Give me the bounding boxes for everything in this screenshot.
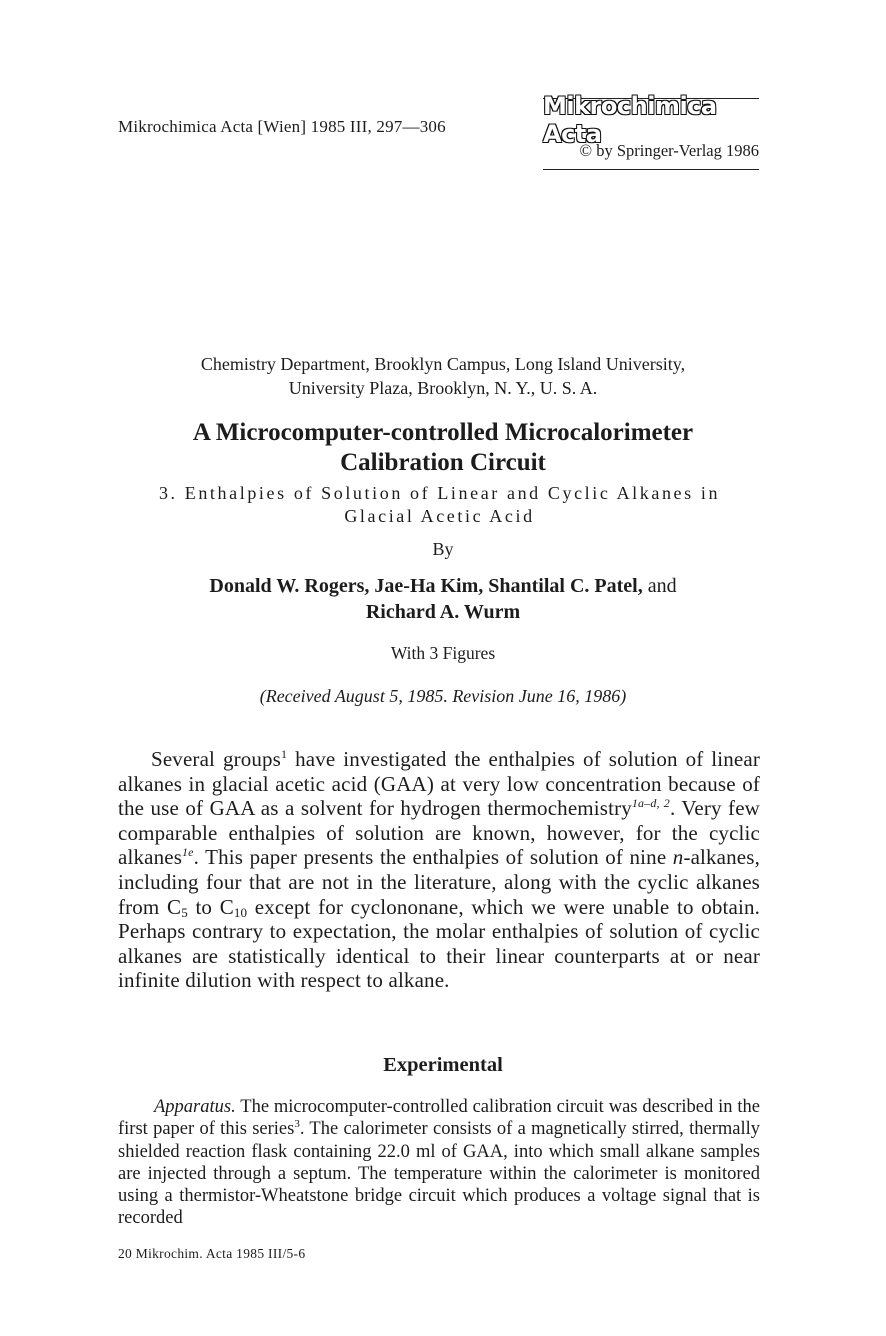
paragraph-text: . The calorimeter consists of a magnetically stirred, thermally shielded reaction flask containing 22.0 ml of GAA, into which small alkane samples are injected through a septum. The temperature within the calorimeter is monitored using a thermistor-Wheatstone bridge circuit which produces a voltage signal that is recorded (118, 1119, 760, 1229)
subscript: 10 (233, 904, 248, 920)
title-line-2: Calibration Circuit (340, 449, 546, 476)
authors-and: and (647, 575, 677, 597)
paper-title (0, 418, 886, 478)
experimental-paragraph (118, 1096, 760, 1230)
subtitle-line-1: 3. Enthalpies of Solution of Linear and Cyclic Alkanes in (158, 483, 721, 503)
abstract-text: to C (187, 894, 234, 919)
abstract-text: . This paper presents the enthalpies of solution of nine (193, 845, 673, 870)
authors-names-1: Donald W. Rogers, Jae-Ha Kim, Shantilal C. Patel, (209, 575, 643, 597)
affiliation-line-2: University Plaza, Brooklyn, N. Y., U. S. A. (288, 378, 598, 398)
abstract-text: -alkanes, including four that are not in the literature, along with the cyclic alkanes from C (118, 845, 760, 919)
subscript: 5 (181, 904, 188, 920)
journal-citation: Mikrochimica Acta [Wien] 1985 III, 297—306 (118, 117, 446, 136)
journal-logo: Mikrochimica Acta (543, 92, 717, 148)
paragraph-text: The microcomputer-controlled calibration circuit was described in the first paper of this series (118, 1097, 760, 1140)
by-label: By (432, 539, 454, 559)
abstract-text: have investigated the enthalpies of solution of linear alkanes in glacial acetic acid (GAA) at very low concentration because of the use of GAA as a solvent for hydrogen thermochemistry (118, 747, 760, 821)
page-footer: 20 Mikrochim. Acta 1985 III/5-6 (118, 1246, 306, 1261)
subtitle-line-2: Glacial Acetic Acid (344, 506, 535, 526)
authors (0, 573, 886, 625)
reference-marker: 1a–d, 2 (631, 796, 670, 811)
affiliation (0, 352, 886, 400)
abstract-italic-n: n (672, 845, 684, 870)
reference-marker: 1e (182, 845, 194, 860)
authors-line-1 (0, 573, 886, 599)
journal-logo-block (543, 92, 759, 170)
section-heading-experimental: Experimental (383, 1054, 503, 1076)
figures-note: With 3 Figures (390, 643, 496, 663)
copyright-notice: © by Springer-Verlag 1986 (579, 141, 759, 160)
abstract-paragraph (118, 747, 760, 993)
abstract-text: except for cyclononane, which we were unable to obtain. Perhaps contrary to expectation, the molar enthalpies of solution of cyclic alkanes are statistically identical to their linear counterparts at or near infinite dilution with respect to alkane. (118, 894, 760, 993)
title-line-1: A Microcomputer-controlled Microcalorimeter (192, 419, 694, 446)
paragraph-lead-in: Apparatus. (154, 1097, 236, 1117)
authors-line-2: Richard A. Wurm (365, 601, 521, 623)
paper-subtitle (116, 482, 763, 528)
reference-marker: 3 (294, 1118, 300, 1131)
affiliation-line-1: Chemistry Department, Brooklyn Campus, Long Island University, (200, 354, 686, 374)
abstract-text: Several groups (151, 747, 282, 771)
reference-marker: 1 (281, 747, 288, 761)
received-dates: (Received August 5, 1985. Revision June 16, 1986) (259, 686, 627, 706)
bottom-rule (543, 169, 759, 170)
abstract-text: . Very few comparable enthalpies of solution are known, however, for the cyclic alkanes (118, 796, 760, 870)
